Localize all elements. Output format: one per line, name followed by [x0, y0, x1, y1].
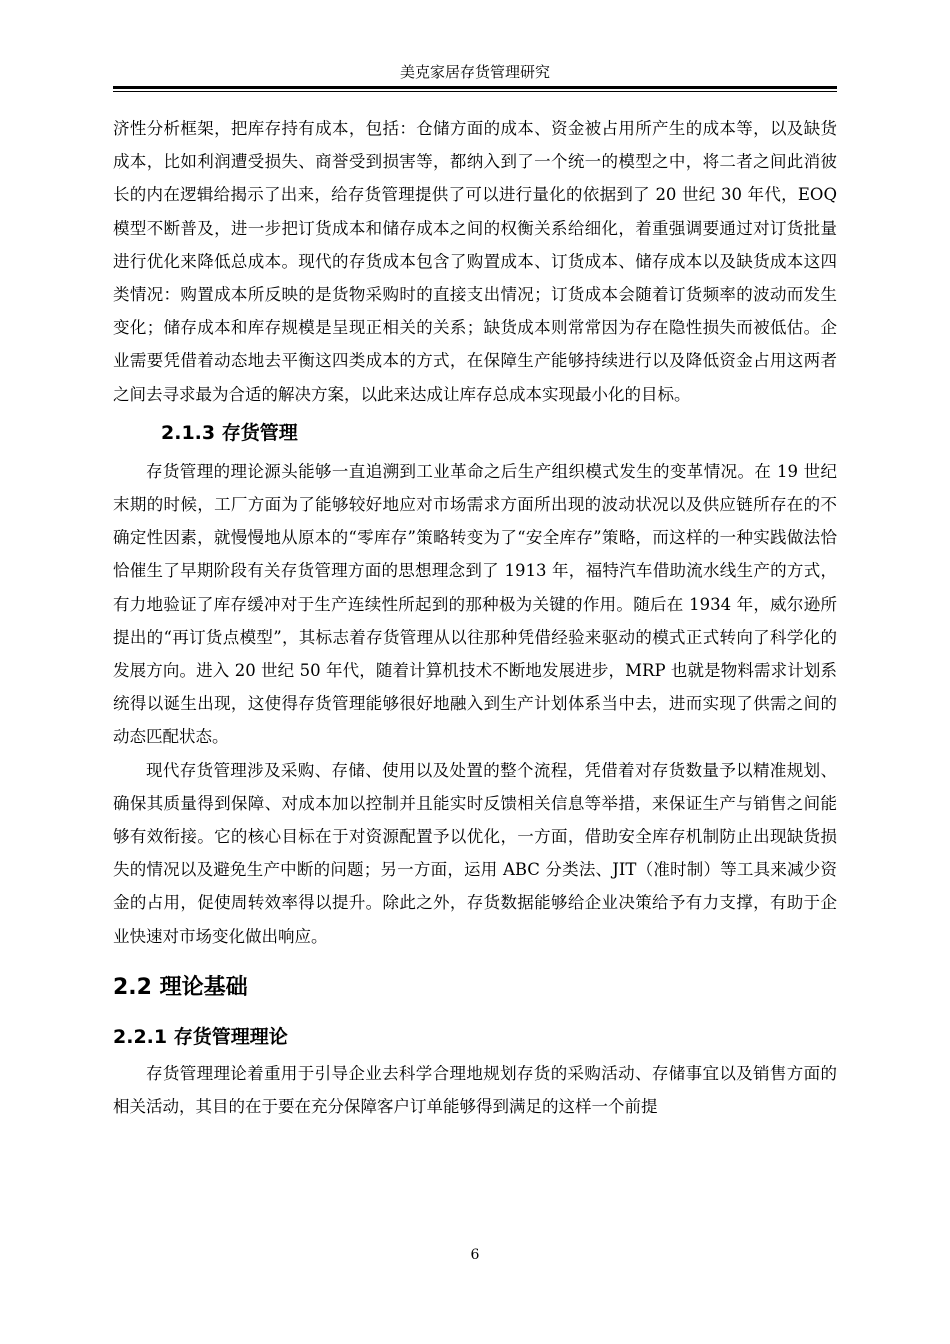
- running-header: 美克家居存货管理研究: [399, 63, 550, 81]
- paragraph-inventory-theory: 存货管理理论着重用于引导企业去科学合理地规划存货的采购活动、存储事宜以及销售方面的相关活动，其目的在于要在充分保障客户订单能够得到满足的这样一个前提: [113, 1063, 837, 1117]
- document-body: [113, 112, 837, 1123]
- paragraph-inventory-history: 存货管理的理论源头能够一直追溯到工业革命之后生产组织模式发生的变革情况。在 19 世纪末期的时候，工厂方面为了能够较好地应对市场需求方面所出现的波动状况以及供应链所存在的不确定性因素，就慢慢地从原本的“零库存”策略转变为了“安全库存”策略，而这样的一种实践做法恰恰催生了早期阶段有关存货管理方面的思想理念到了 1913 年，福特汽车借助流水线生产的方式，有力地验证了库存缓冲对于生产连续性所起到的那种极为关键的作用。随后在 1934 年，威尔逊所提出的“再订货点模型”，其标志着存货管理从以往那种凭借经验来驱动的模式正式转向了科学化的发展方向。进入 20 世纪 50 年代，随着计算机技术不断地发展进步，MRP 也就是物料需求计划系统得以诞生出现，这使得存货管理能够很好地融入到生产计划体系当中去，进而实现了供需之间的动态匹配状态。: [113, 461, 837, 747]
- heading-2-2: 2.2 理论基础: [113, 974, 248, 1000]
- heading-2-1-3: 2.1.3 存货管理: [161, 421, 298, 444]
- paragraph-modern-inventory: 现代存货管理涉及采购、存储、使用以及处置的整个流程，凭借着对存货数量予以精准规划、确保其质量得到保障、对成本加以控制并且能实时反馈相关信息等举措，来保证生产与销售之间能够有效衔接。它的核心目标在于对资源配置予以优化，一方面，借助安全库存机制防止出现缺货损失的情况以及避免生产中断的问题；另一方面，运用 ABC 分类法、JIT（准时制）等工具来减少资金的占用，促使周转效率得以提升。除此之外，存货数据能够给企业决策给予有力支撑，有助于企业快速对市场变化做出响应。: [113, 760, 837, 946]
- page-number: 6: [470, 1247, 480, 1263]
- header-rule-thick: [113, 86, 837, 89]
- heading-2-2-1: 2.2.1 存货管理理论: [113, 1025, 288, 1048]
- paragraph-eoq-cost: 济性分析框架，把库存持有成本，包括：仓储方面的成本、资金被占用所产生的成本等，以及缺货成本，比如利润遭受损失、商誉受到损害等，都纳入到了一个统一的模型之中，将二者之间此消彼长的内在逻辑给揭示了出来，给存货管理提供了可以进行量化的依据到了 20 世纪 30 年代，EOQ 模型不断普及，进一步把订货成本和储存成本之间的权衡关系给细化，着重强调要通过对订货批量进行优化来降低总成本。现代的存货成本包含了购置成本、订货成本、储存成本以及缺货成本这四类情况：购置成本所反映的是货物采购时的直接支出情况；订货成本会随着订货频率的波动而发生变化；储存成本和库存规模是呈现正相关的关系；缺货成本则常常因为存在隐性损失而被低估。企业需要凭借着动态地去平衡这四类成本的方式，在保障生产能够持续进行以及降低资金占用这两者之间去寻求最为合适的解决方案，以此来达成让库存总成本实现最小化的目标。: [113, 119, 837, 404]
- header-rule-thin: [113, 91, 837, 92]
